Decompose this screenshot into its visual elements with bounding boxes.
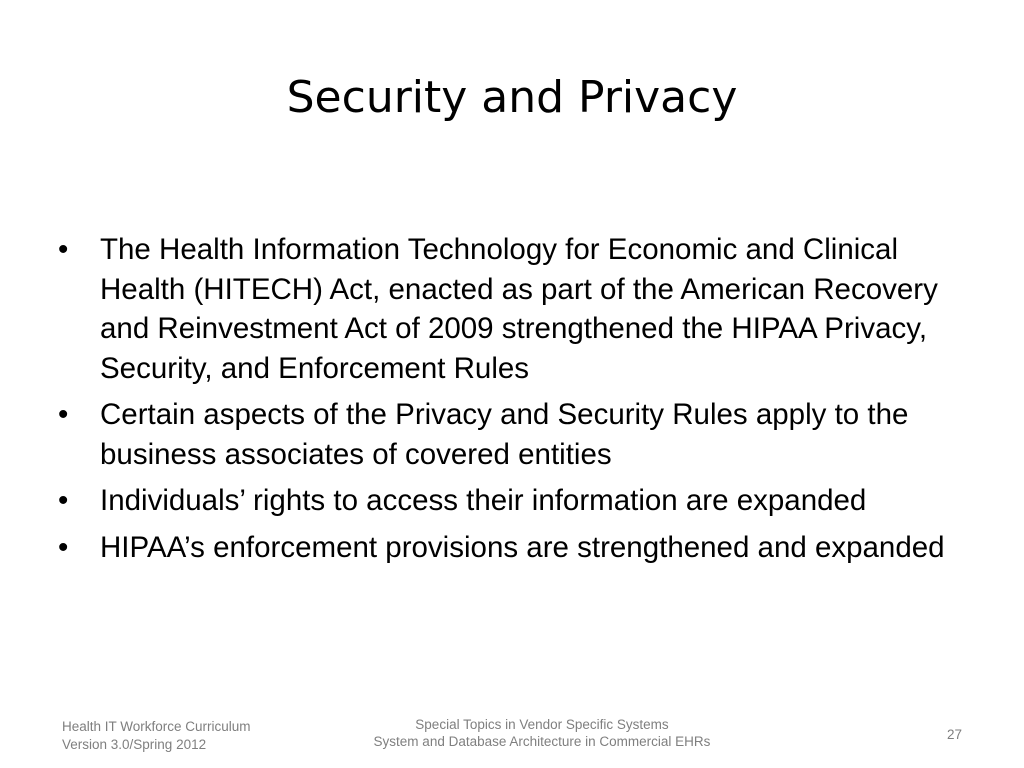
bullet-item-business-associates xyxy=(56,395,966,474)
bullet-text: The Health Information Technology for Economic and Clinical Health (HITECH) Act, enacted as part of the American Recovery and Reinvestment Act of 2009 strengthened the HIPAA Privacy, Security, and Enforcement Rules xyxy=(100,233,938,385)
bullet-text: HIPAA’s enforcement provisions are strengthened and expanded xyxy=(100,530,945,564)
slide-title: Security and Privacy xyxy=(286,72,738,123)
bullet-item-enforcement xyxy=(56,528,966,568)
bullet-icon: • xyxy=(58,530,69,564)
footer-curriculum xyxy=(62,718,251,754)
footer-version: Version 3.0/Spring 2012 xyxy=(62,737,207,752)
bullet-icon: • xyxy=(58,484,69,517)
bullet-icon: • xyxy=(58,233,69,266)
bullet-text: Certain aspects of the Privacy and Security Rules apply to the business associates of covered entities xyxy=(100,398,909,471)
footer-course-info xyxy=(330,716,754,750)
bullet-item-individual-rights xyxy=(56,481,966,521)
bullet-text: Individuals’ rights to access their information are expanded xyxy=(100,484,867,517)
footer-curriculum-name: Health IT Workforce Curriculum xyxy=(62,719,251,734)
footer-component-title: Special Topics in Vendor Specific Systems xyxy=(415,717,669,732)
bullet-list xyxy=(56,230,966,574)
bullet-icon: • xyxy=(58,398,69,431)
slide-number: 27 xyxy=(946,727,962,742)
bullet-item-hitech xyxy=(56,230,966,388)
footer-unit-title: System and Database Architecture in Commercial EHRs xyxy=(373,734,711,749)
